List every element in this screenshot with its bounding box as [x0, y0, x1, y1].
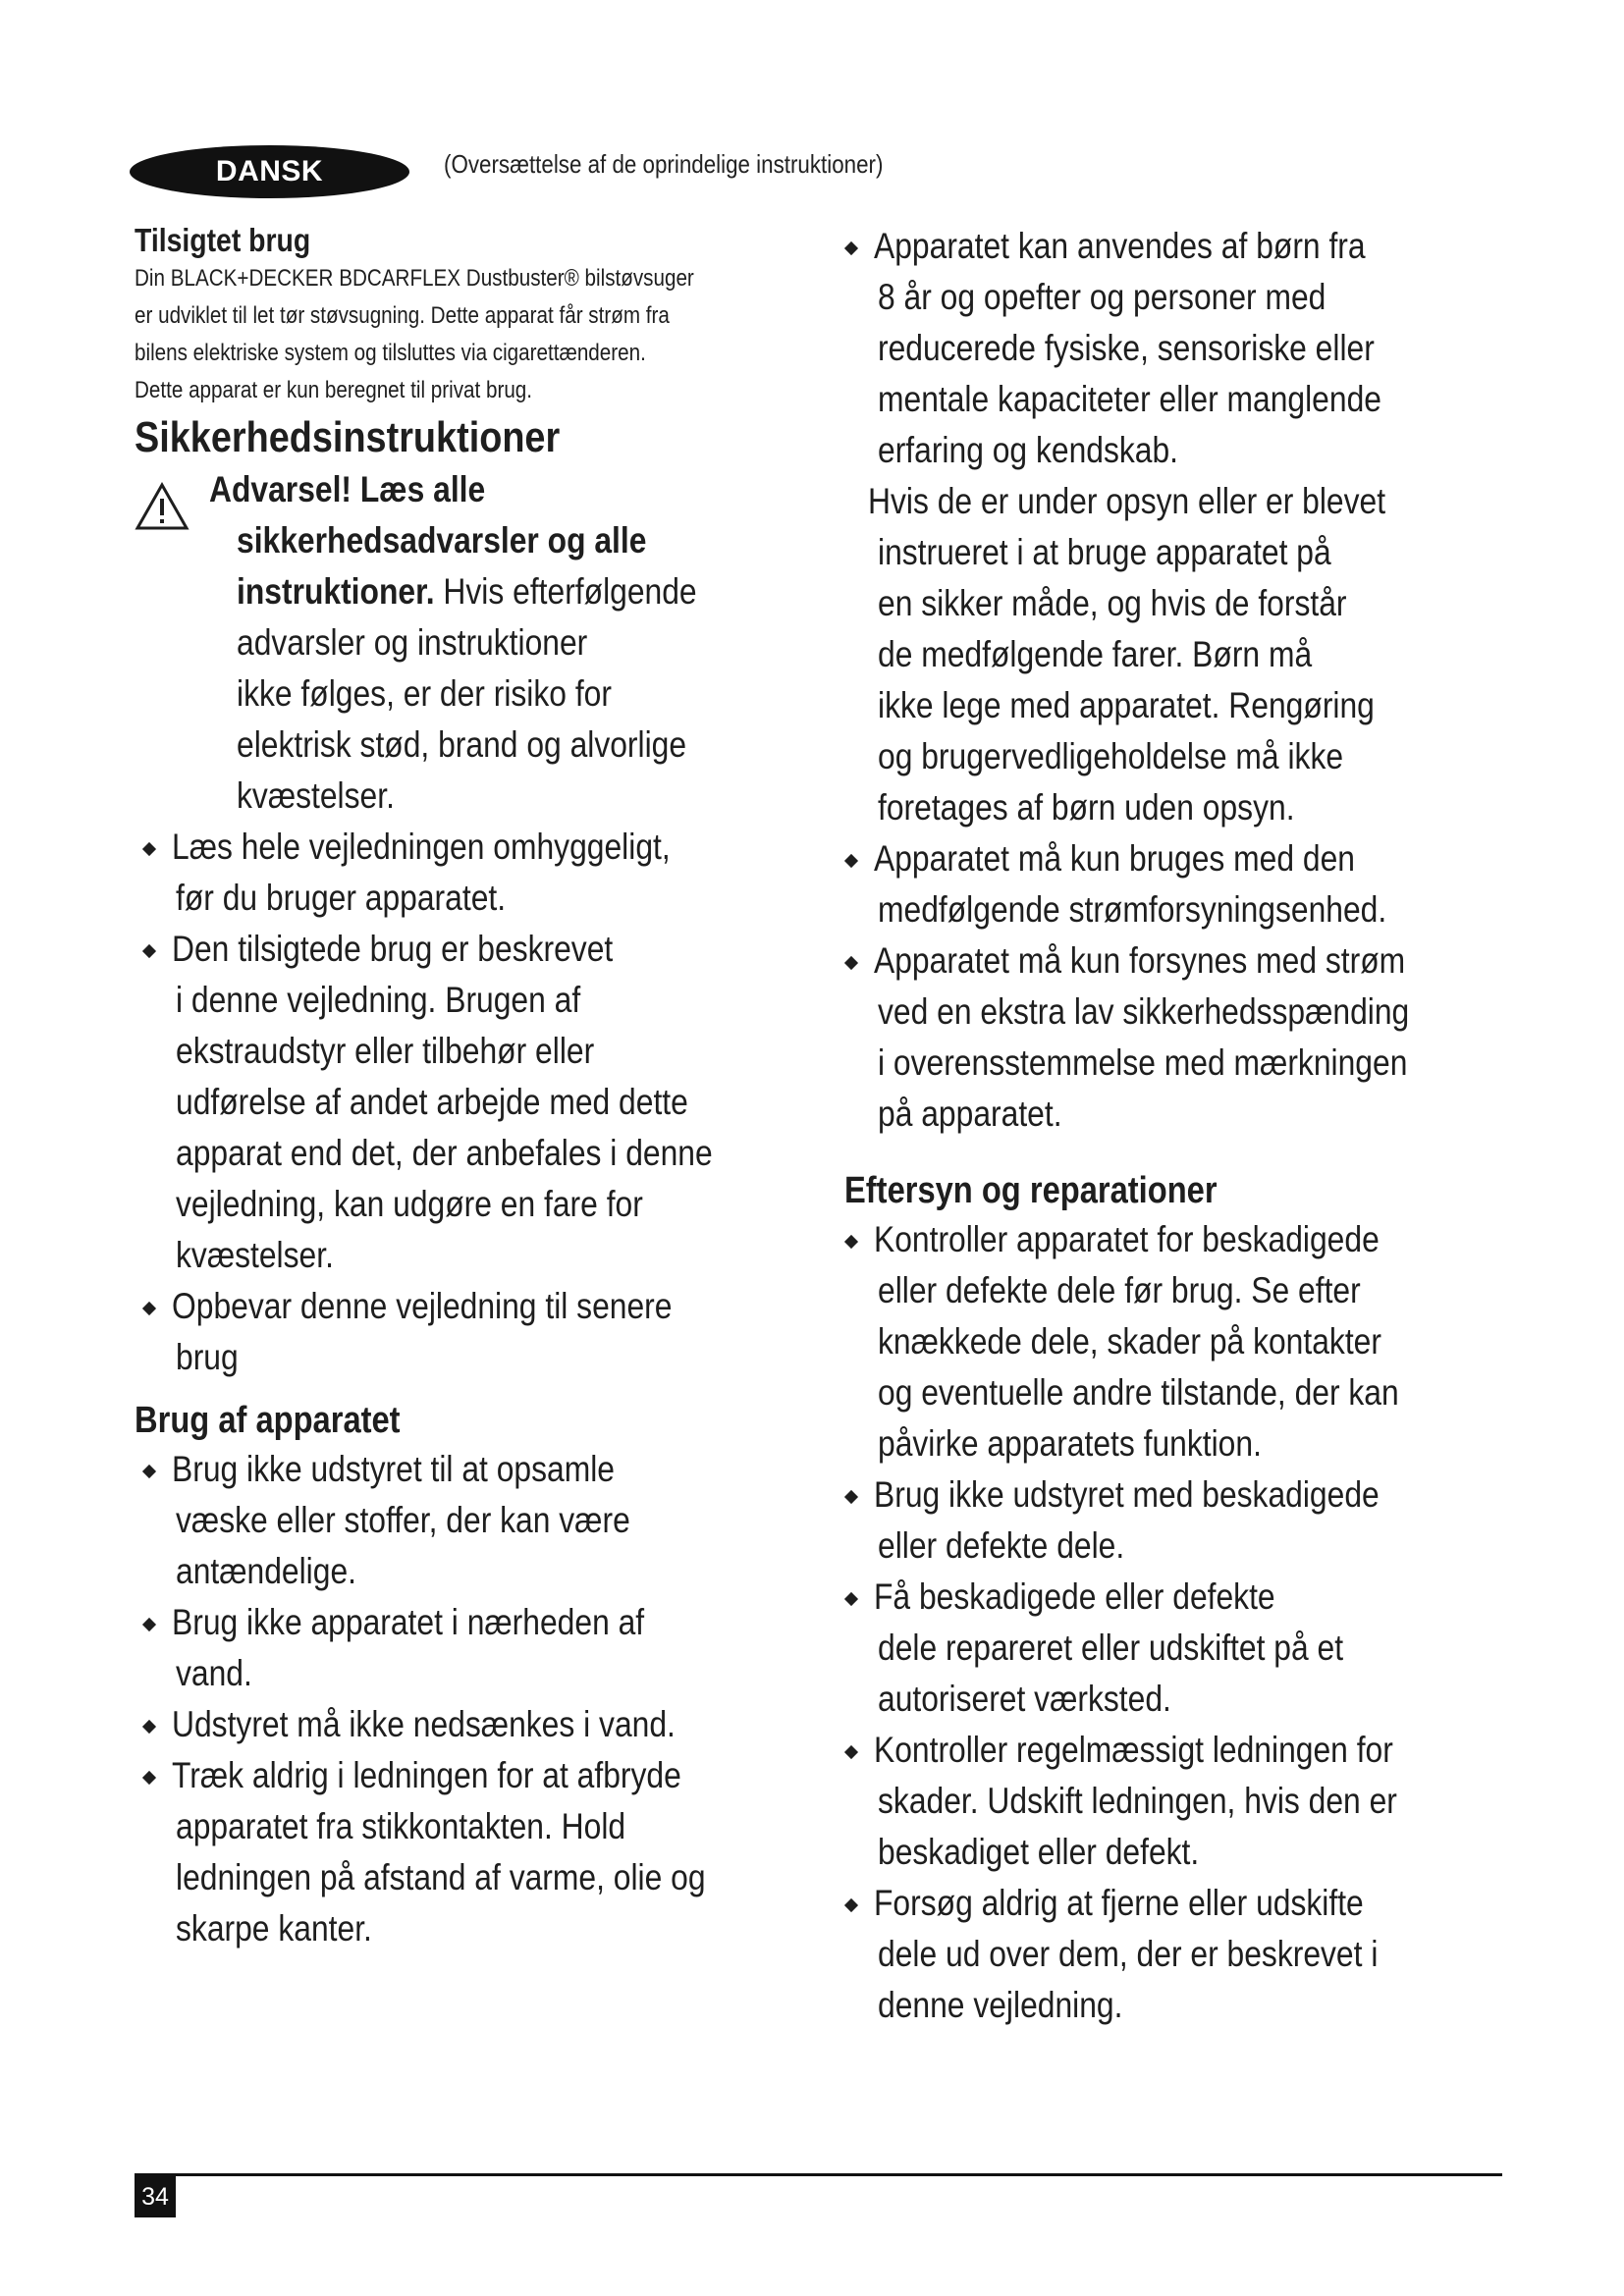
- bullet-icon: [844, 1898, 858, 1912]
- bullet-item: Udstyret må ikke nedsænkes i vand.: [172, 1699, 812, 1750]
- warning-triangle-icon: [135, 482, 189, 531]
- bullet-item: Opbevar denne vejledning til senere brug: [172, 1281, 812, 1383]
- bullet-icon: [142, 944, 156, 958]
- left-column: [135, 221, 812, 1954]
- page-number: 34: [135, 2176, 176, 2217]
- warning-line: elektrisk stød, brand og alvorlige: [237, 724, 687, 765]
- bullet-item: Brug ikke udstyret med beskadigede eller defekte dele.: [874, 1469, 1522, 1572]
- footer-divider: [135, 2173, 1502, 2176]
- bullet-icon: [844, 854, 858, 868]
- bullet-icon: [142, 1465, 156, 1478]
- bullet-icon: [844, 1490, 858, 1504]
- right-column: [844, 221, 1522, 2031]
- service-section-title: Eftersyn og reparationer: [844, 1170, 1218, 1211]
- children-bullets: [844, 221, 1522, 476]
- translation-note: (Oversættelse af de oprindelige instruktioner): [444, 149, 884, 179]
- warning-bold-text: instruktioner.: [237, 571, 435, 612]
- bullet-item: Den tilsigtede brug er beskrevet i denne vejledning. Brugen af ekstraudstyr eller tilbehør eller udførelse af andet arbejde med dette apparat end det, der anbefales i denne vejledning, kan udgøre en fare for kvæstelser.: [172, 924, 812, 1281]
- intended-use-line: bilens elektriske system og tilsluttes via cigarettænderen.: [135, 340, 646, 366]
- warning-line: kvæstelser.: [237, 775, 395, 816]
- bullet-item: Brug ikke udstyret til at opsamle væske eller stoffer, der kan være antændelige.: [172, 1444, 812, 1597]
- safety-bullets: [135, 822, 812, 1383]
- bullet-icon: [844, 1235, 858, 1249]
- warning-line: sikkerhedsadvarsler og alle: [237, 520, 647, 561]
- warning-line: advarsler og instruktioner: [237, 622, 588, 663]
- intended-use-line: Din BLACK+DECKER BDCARFLEX Dustbuster® bilstøvsuger: [135, 265, 694, 292]
- use-section-title: Brug af apparatet: [135, 1400, 401, 1441]
- warning-normal-text: Hvis efterfølgende: [434, 571, 697, 612]
- intended-use-section: [135, 221, 812, 409]
- warning-line: ikke følges, er der risiko for: [237, 673, 612, 714]
- bullet-item: Kontroller apparatet for beskadigede eller defekte dele før brug. Se efter knækkede dele, skader på kontakter og eventuelle andre tilstande, der kan påvirke apparatets funktion.: [874, 1214, 1522, 1469]
- bullet-icon: [142, 1720, 156, 1734]
- intended-use-title: Tilsigtet brug: [135, 222, 311, 258]
- warning-line: Advarsel! Læs alle: [209, 469, 486, 509]
- bullet-item: Forsøg aldrig at fjerne eller udskifte dele ud over dem, der er beskrevet i denne vejledning.: [874, 1878, 1522, 2031]
- bullet-item: Apparatet må kun bruges med den medfølgende strømforsyningsenhed.: [874, 833, 1522, 935]
- bullet-item: Apparatet må kun forsynes med strøm ved en ekstra lav sikkerhedsspænding i overensstemmelse med mærkningen på apparatet.: [874, 935, 1522, 1140]
- bullet-item: Apparatet kan anvendes af børn fra 8 år og opefter og personer med reducerede fysiske, sensoriske eller mentale kapaciteter eller manglende erfaring og kendskab.: [874, 221, 1522, 476]
- language-badge: DANSK: [130, 145, 409, 198]
- intended-use-line: er udviklet til let tør støvsugning. Dette apparat får strøm fra: [135, 302, 670, 329]
- bullet-icon: [142, 1771, 156, 1785]
- intended-use-line: Dette apparat er kun beregnet til privat brug.: [135, 377, 533, 403]
- supervision-paragraph: Hvis de er under opsyn eller er blevet instrueret i at bruge apparatet på en sikker måde, og hvis de forstår de medfølgende farer. Børn må ikke lege med apparatet. Rengøring og brugervedligeholdelse må ikke foretages af børn uden opsyn.: [868, 481, 1386, 828]
- bullet-item: Læs hele vejledningen omhyggeligt, før du bruger apparatet.: [172, 822, 812, 924]
- warning-block: [135, 464, 812, 822]
- bullet-icon: [844, 1745, 858, 1759]
- bullet-icon: [142, 842, 156, 856]
- use-bullets: [135, 1444, 812, 1954]
- bullet-item: Få beskadigede eller defekte dele repareret eller udskiftet på et autoriseret værksted.: [874, 1572, 1522, 1725]
- safety-title: Sikkerhedsinstruktioner: [135, 413, 561, 461]
- bullet-icon: [142, 1618, 156, 1631]
- bullet-icon: [142, 1302, 156, 1315]
- bullet-icon: [844, 241, 858, 255]
- bullet-icon: [844, 956, 858, 970]
- service-bullets: [844, 1214, 1522, 2031]
- bullet-item: Træk aldrig i ledningen for at afbryde apparatet fra stikkontakten. Hold ledningen på afstand af varme, olie og skarpe kanter.: [172, 1750, 812, 1954]
- power-bullets: [844, 833, 1522, 1140]
- bullet-item: Kontroller regelmæssigt ledningen for skader. Udskift ledningen, hvis den er beskadiget eller defekt.: [874, 1725, 1522, 1878]
- warning-line: [237, 566, 812, 617]
- bullet-icon: [844, 1592, 858, 1606]
- bullet-item: Brug ikke apparatet i nærheden af vand.: [172, 1597, 812, 1699]
